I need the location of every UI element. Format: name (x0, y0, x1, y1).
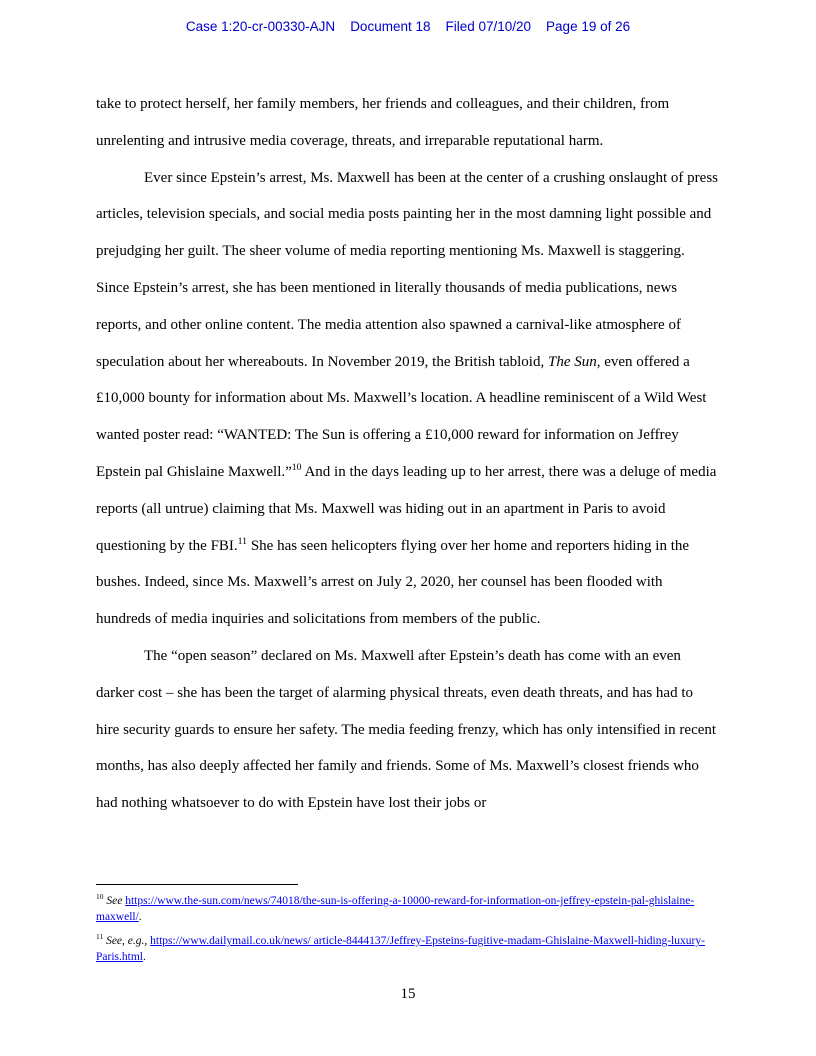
text-run: See, e.g., (106, 935, 151, 947)
footnote-link[interactable]: https://www.dailymail.co.uk/news/ article-8444137/Jeffrey-Epsteins-fugitive-madam-Ghislaine-Maxwell-hiding-luxury-Paris.html (96, 935, 705, 963)
text-run: , even offered a £10,000 bounty for information about Ms. Maxwell’s location. A headline reminiscent of a Wild West wanted poster read: “WANTED: The Sun is offering a £10,000 reward for information on Jeffrey Epstein pal Ghislaine Maxwell.” (96, 353, 707, 480)
footnote (96, 934, 720, 965)
footnote-marker: 11 (96, 932, 104, 942)
text-run: She has seen helicopters flying over her home and reporters hiding in the bushes. Indeed, since Ms. Maxwell’s arrest on July 2, 2020, her counsel has been flooded with hundreds of media inquiries and solicitations from members of the public. (96, 537, 690, 628)
footnote-area (96, 884, 720, 974)
paragraph (96, 86, 720, 160)
footnote (96, 894, 720, 925)
ecf-header-segment: Case 1:20-cr-00330-AJN (185, 19, 336, 34)
text-run: The “open season” declared on Ms. Maxwell after Epstein’s death has come with an even darker cost – she has been the target of alarming physical threats, even death threats, and has had to hire security guards to ensure her safety. The media feeding frenzy, which has only intensified in recent months, has also deeply affected her family and friends. Some of Ms. Maxwell’s closest friends who had nothing whatsoever to do with Epstein have lost their jobs or (96, 647, 717, 812)
body-paragraphs (96, 86, 720, 822)
ecf-header-segment: Filed 07/10/20 (445, 19, 532, 34)
ecf-header-segment: Page 19 of 26 (546, 19, 631, 34)
ecf-header-segment: Document 18 (350, 19, 431, 34)
footnotes (96, 894, 720, 965)
footnote-ref: 10 (291, 461, 302, 473)
text-run: See (106, 895, 126, 907)
text-run: Ever since Epstein’s arrest, Ms. Maxwell has been at the center of a crushing onslaught of press articles, television specials, and social media posts painting her in the most damning light possible and prejudging her guilt. The sheer volume of media reporting mentioning Ms. Maxwell is staggering. Since Epstein’s arrest, she has been mentioned in literally thousands of media publications, news reports, and other online content. The media attention also spawned a carnival-like atmosphere of speculation about her whereabouts. In November 2019, the British tabloid, (96, 169, 718, 370)
footnote-marker: 10 (96, 892, 104, 902)
text-run: . (142, 950, 146, 963)
document-body (96, 86, 720, 822)
page-number: 15 (400, 986, 416, 1002)
text-run: And in the days leading up to her arrest, there was a deluge of media reports (all untrue) claiming that Ms. Maxwell was hiding out in an apartment in Paris to avoid questioning by the FBI. (96, 463, 717, 554)
footnote-separator (96, 884, 298, 885)
paragraph (96, 160, 720, 638)
text-run: The Sun (547, 353, 597, 370)
text-run: . (138, 910, 142, 923)
text-run: take to protect herself, her family members, her friends and colleagues, and their children, from unrelenting and intrusive media coverage, threats, and irreparable reputational harm. (96, 96, 670, 149)
ecf-stamp-header (0, 19, 816, 34)
paragraph (96, 638, 720, 822)
footnote-link[interactable]: https://www.the-sun.com/news/74018/the-sun-is-offering-a-10000-reward-for-information-on-jeffrey-epstein-pal-ghislaine-maxwell/ (96, 895, 695, 923)
footnote-ref: 11 (237, 535, 248, 547)
